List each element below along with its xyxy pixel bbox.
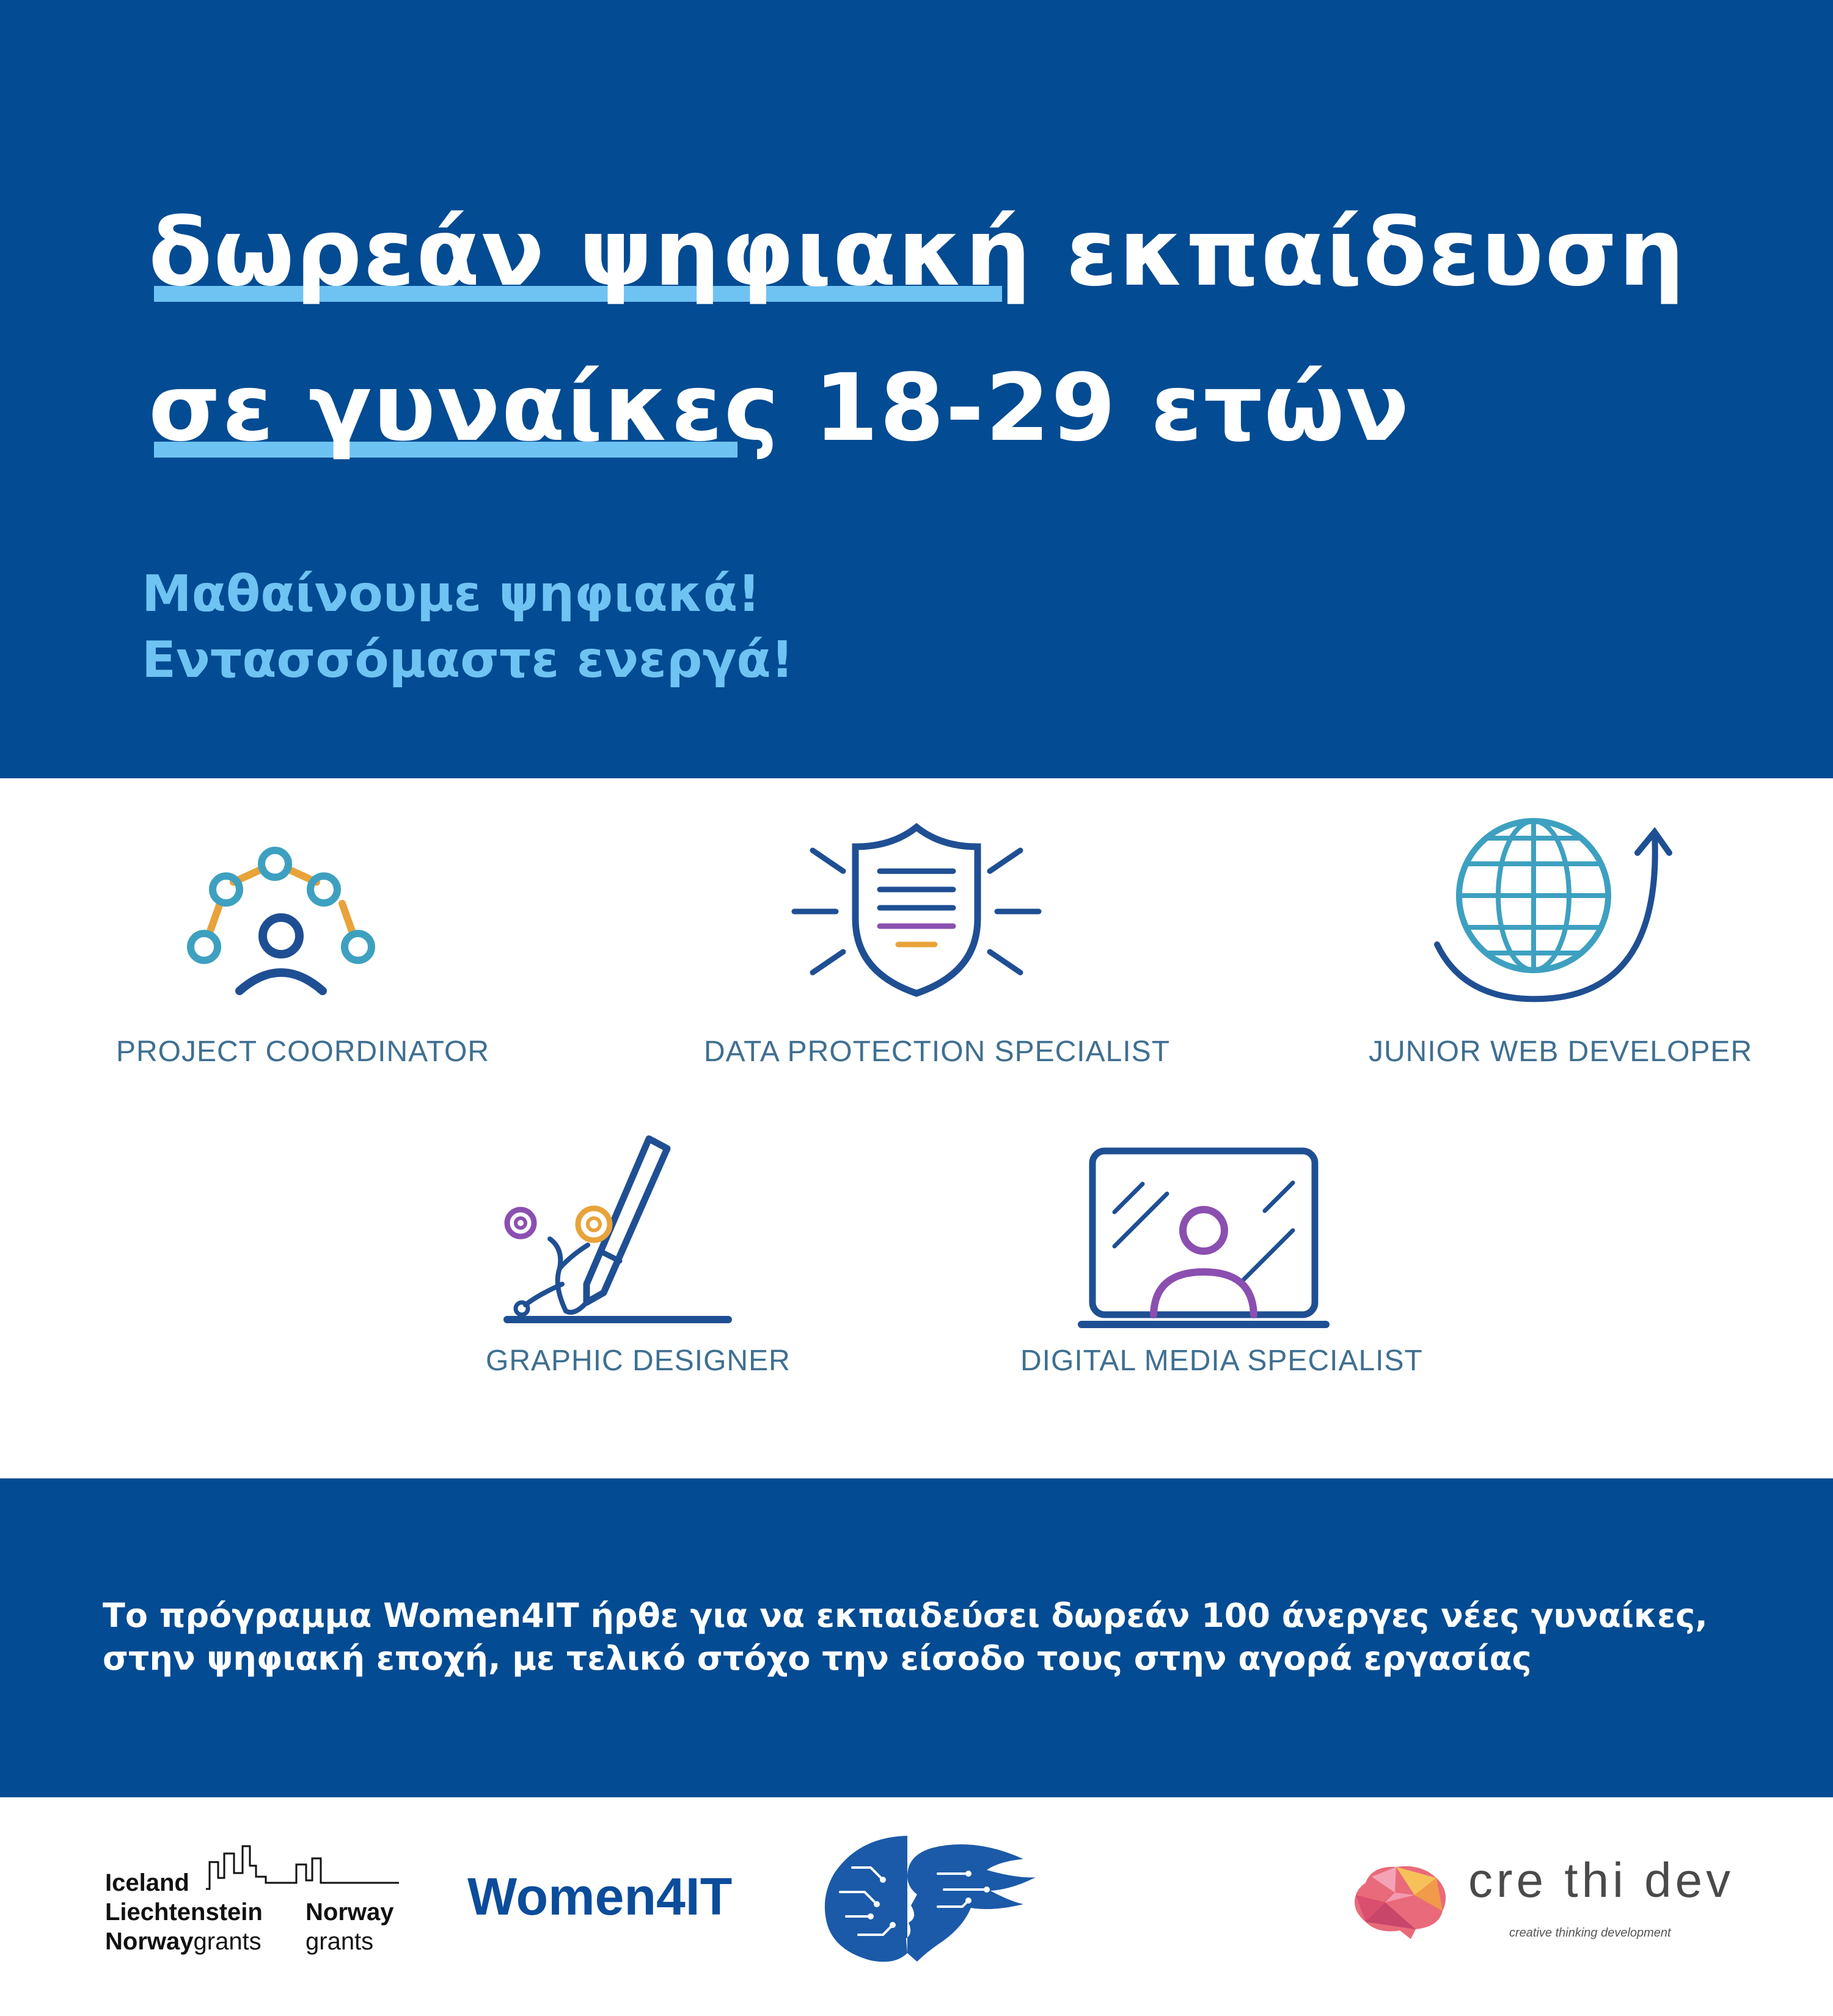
cre-thi-dev-wordmark: cre thi dev [1468, 1853, 1735, 1907]
grants-skyline-icon [205, 1840, 400, 1895]
headline-line-1: δωρεάν ψηφιακή εκπαίδευση [148, 199, 1686, 307]
roles-section [0, 778, 1833, 1478]
women4it-profile-logo-icon [816, 1831, 1042, 1965]
role-label: PROJECT COORDINATOR [116, 1035, 490, 1068]
brain-logo-icon [1347, 1858, 1451, 1944]
globe-arrow-icon [1430, 815, 1686, 1010]
headline-line-2: σε γυναίκες 18-29 ετών [148, 354, 1411, 462]
cre-thi-dev-tagline: creative thinking development [1509, 1926, 1671, 1940]
women4it-wordmark: Women4IT [467, 1868, 733, 1926]
grants-liechtenstein: Liechtenstein [105, 1899, 263, 1926]
shield-document-icon [788, 803, 1045, 1017]
screen-person-icon [1075, 1139, 1332, 1334]
people-network-icon [183, 839, 397, 998]
role-junior-web-developer [1344, 778, 1833, 1084]
footer-logos [0, 1797, 1833, 2016]
role-data-protection-specialist [611, 778, 1222, 1084]
grants-norway-grants-right: grants [306, 1928, 374, 1955]
grants-norway-grants-left: Norwaygrants [105, 1928, 262, 1955]
program-description-band [0, 1478, 1833, 1797]
program-text-line-2: στην ψηφιακή εποχή, με τελικό στόχο την είσοδο τους στην αγορά εργασίας [103, 1639, 1532, 1678]
role-graphic-designer [428, 1102, 825, 1420]
grants-iceland: Iceland [105, 1869, 189, 1896]
role-label: DATA PROTECTION SPECIALIST [704, 1035, 1171, 1068]
role-label: JUNIOR WEB DEVELOPER [1369, 1035, 1753, 1068]
grants-norway: Norway [306, 1899, 394, 1926]
slogan-line-1: Μαθαίνουμε ψηφιακά! [142, 565, 761, 623]
slogan-line-2: Εντασσόμαστε ενεργά! [142, 631, 794, 689]
role-project-coordinator [0, 778, 587, 1084]
role-digital-media-specialist [1002, 1102, 1430, 1420]
role-label: GRAPHIC DESIGNER [486, 1345, 791, 1377]
program-text-line-1: Το πρόγραμμα Women4IT ήρθε για να εκπαιδεύσει δωρεάν 100 άνεργες νέες γυναίκες, [103, 1596, 1708, 1635]
pen-tablet-icon [495, 1133, 739, 1334]
role-label: DIGITAL MEDIA SPECIALIST [1020, 1345, 1423, 1377]
hero-banner [0, 0, 1833, 778]
